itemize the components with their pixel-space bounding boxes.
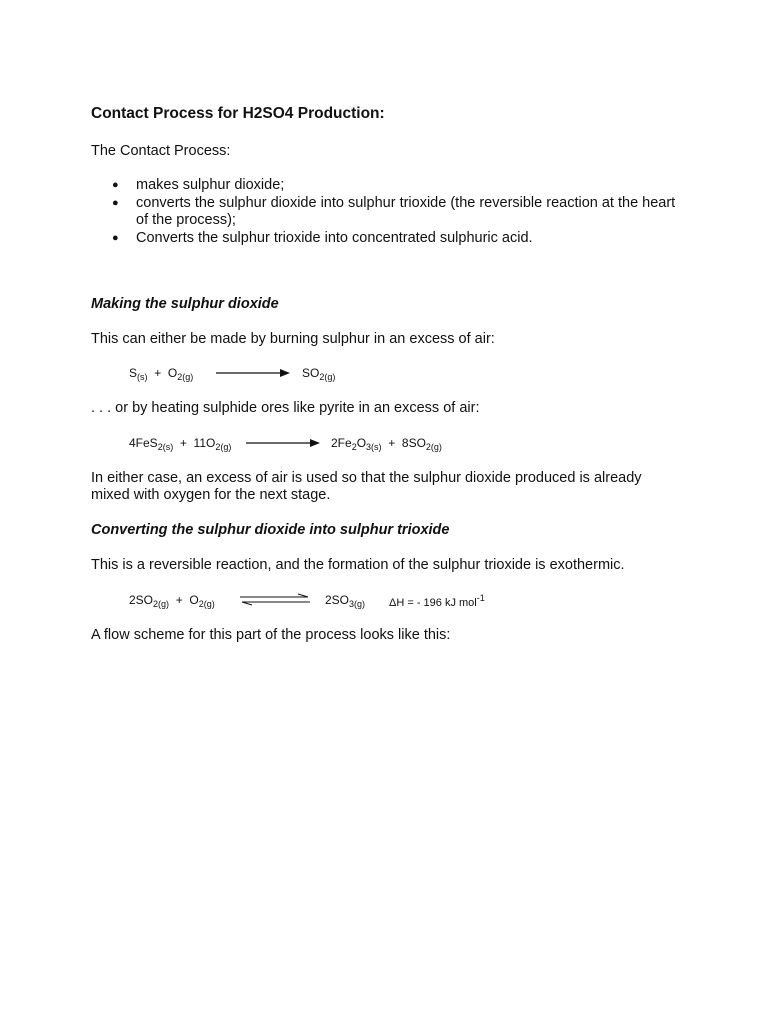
eq-state: 3(g) xyxy=(349,599,366,609)
eq-plus: + xyxy=(175,593,183,607)
eq-product-so3: 2SO xyxy=(325,593,350,607)
bullet-icon: ● xyxy=(112,196,119,209)
forward-arrow-icon xyxy=(246,437,320,449)
equation-oxidation-product xyxy=(325,593,365,609)
eq-product-so2: 8SO xyxy=(401,436,426,450)
eq-reactant-o2: 11O xyxy=(193,436,216,450)
eq-state: 2(g) xyxy=(425,442,442,452)
eq-state: 2(g) xyxy=(153,599,170,609)
enthalpy-value: ΔH = - 196 kJ mol xyxy=(389,597,477,609)
eq-subscript: 2 xyxy=(351,442,357,452)
process-bullet-list xyxy=(91,177,691,247)
bullet-icon: ● xyxy=(112,231,119,244)
eq-plus: + xyxy=(154,366,162,380)
equation-burning-sulphur xyxy=(129,366,193,382)
list-item-text: Converts the sulphur trioxide into concentrated sulphuric acid. xyxy=(136,229,533,246)
forward-arrow-icon xyxy=(216,367,290,379)
enthalpy-change xyxy=(389,593,485,609)
page-title: Contact Process for H2SO4 Production: xyxy=(91,105,385,122)
equation-product-so2 xyxy=(302,366,335,382)
enthalpy-unit-exponent: -1 xyxy=(476,593,485,603)
intro-text: The Contact Process: xyxy=(91,143,231,159)
eq-product-o: O xyxy=(356,436,367,450)
list-item-text: makes sulphur dioxide; xyxy=(136,177,285,193)
section-heading-sulphur-dioxide: Making the sulphur dioxide xyxy=(91,296,279,312)
eq-state: 3(s) xyxy=(366,442,382,452)
eq-state: 2(g) xyxy=(319,372,336,382)
list-item xyxy=(91,195,691,230)
bullet-icon: ● xyxy=(112,179,119,191)
paragraph-reversible: This is a reversible reaction, and the formation of the sulphur trioxide is exothermic. xyxy=(91,557,625,573)
equation-pyrite-products xyxy=(331,436,442,452)
eq-reactant-s: S xyxy=(129,366,138,380)
eq-state: 2(g) xyxy=(215,442,232,452)
paragraph-flow-scheme: A flow scheme for this part of the process looks like this: xyxy=(91,627,451,643)
list-item xyxy=(91,177,691,195)
eq-state: 2(s) xyxy=(157,442,174,452)
equation-pyrite-reactants xyxy=(129,436,231,452)
eq-reactant-o2: O xyxy=(189,593,199,607)
paragraph-burning-sulphur: This can either be made by burning sulphur in an excess of air: xyxy=(91,331,495,347)
paragraph-pyrite: . . . or by heating sulphide ores like pyrite in an excess of air: xyxy=(91,400,480,416)
eq-reactant-so2: 2SO xyxy=(129,593,154,607)
list-item-text: converts the sulphur dioxide into sulphur trioxide (the reversible reaction at the heart of the process); xyxy=(136,194,676,228)
list-item xyxy=(91,230,691,248)
eq-reactant-o2: O xyxy=(167,366,178,380)
eq-reactant-fes2: 4FeS xyxy=(129,436,158,450)
eq-product: SO xyxy=(302,366,320,380)
eq-state: (s) xyxy=(137,372,148,382)
equation-oxidation-reactants xyxy=(129,593,215,609)
eq-state: 2(g) xyxy=(198,599,215,609)
eq-plus: + xyxy=(388,436,396,450)
section-heading-sulphur-trioxide: Converting the sulphur dioxide into sulphur trioxide xyxy=(91,522,450,538)
eq-state: 2(g) xyxy=(177,372,194,382)
paragraph-excess-air: In either case, an excess of air is used so that the sulphur dioxide produced is already mixed with oxygen for the next stage. xyxy=(91,470,642,503)
eq-product-fe: 2Fe xyxy=(331,436,352,450)
eq-plus: + xyxy=(179,436,187,450)
equilibrium-arrow-icon xyxy=(240,592,310,608)
